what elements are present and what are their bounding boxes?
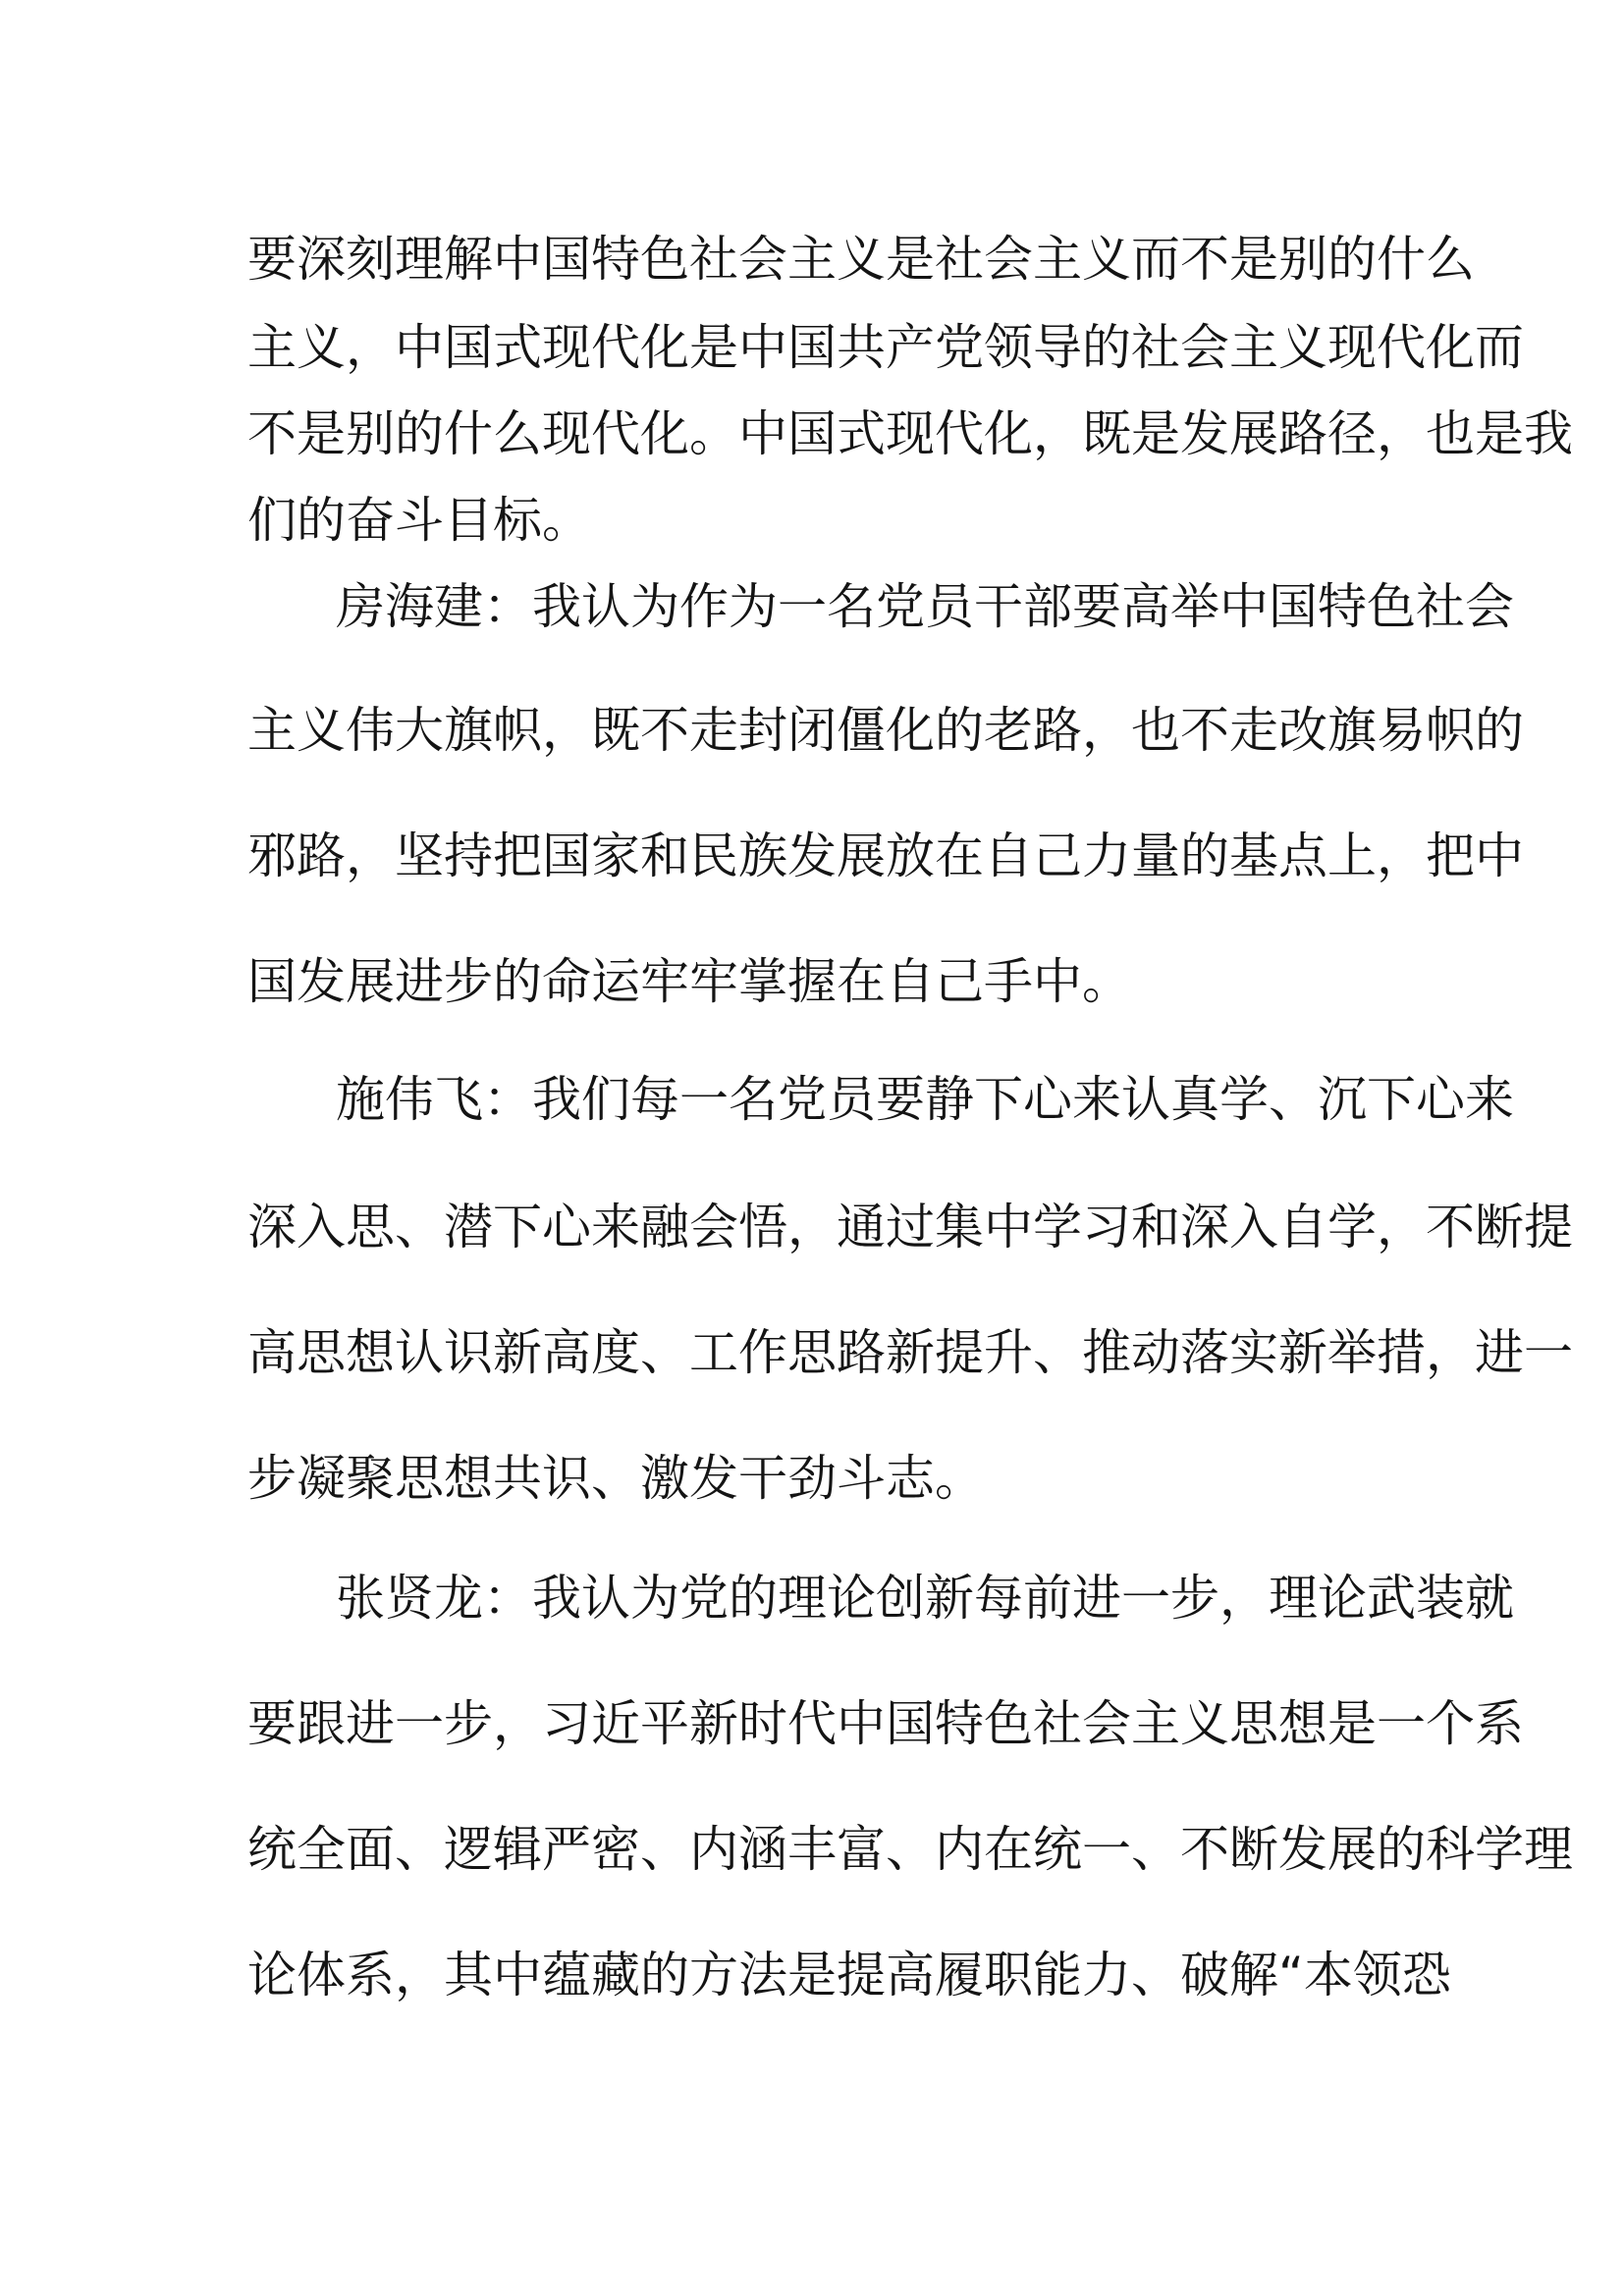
text-line: 步凝聚思想共识、激发干劲斗志。 <box>247 1450 984 1507</box>
paragraph-first-line: 施伟飞：我们每一名党员要静下心来认真学、沉下心来 <box>336 1071 1514 1128</box>
text-line: 不是别的什么现代化。中国式现代化，既是发展路径，也是我 <box>247 405 1573 462</box>
text-line: 国发展进步的命运牢牢掌握在自己手中。 <box>247 953 1131 1010</box>
text-line: 论体系，其中蕴藏的方法是提高履职能力、破解“本领恐 <box>247 1947 1451 2003</box>
text-line: 深入思、潜下心来融会悟，通过集中学习和深入自学，不断提 <box>247 1199 1573 1255</box>
text-line: 主义伟大旗帜，既不走封闭僵化的老路，也不走改旗易帜的 <box>247 702 1524 759</box>
text-line: 邪路，坚持把国家和民族发展放在自己力量的基点上，把中 <box>247 828 1524 884</box>
text-line: 统全面、逻辑严密、内涵丰富、内在统一、不断发展的科学理 <box>247 1821 1573 1878</box>
text-line: 要跟进一步，习近平新时代中国特色社会主义思想是一个系 <box>247 1695 1524 1752</box>
text-line: 主义，中国式现代化是中国共产党领导的社会主义现代化而 <box>247 319 1524 376</box>
text-line: 们的奋斗目标。 <box>247 492 591 549</box>
paragraph-first-line: 房海建：我认为作为一名党员干部要高举中国特色社会 <box>336 578 1514 635</box>
text-line: 高思想认识新高度、工作思路新提升、推动落实新举措，进一 <box>247 1324 1573 1381</box>
text-line: 要深刻理解中国特色社会主义是社会主义而不是别的什么 <box>247 231 1475 288</box>
paragraph-first-line: 张贤龙：我认为党的理论创新每前进一步，理论武装就 <box>336 1570 1514 1627</box>
